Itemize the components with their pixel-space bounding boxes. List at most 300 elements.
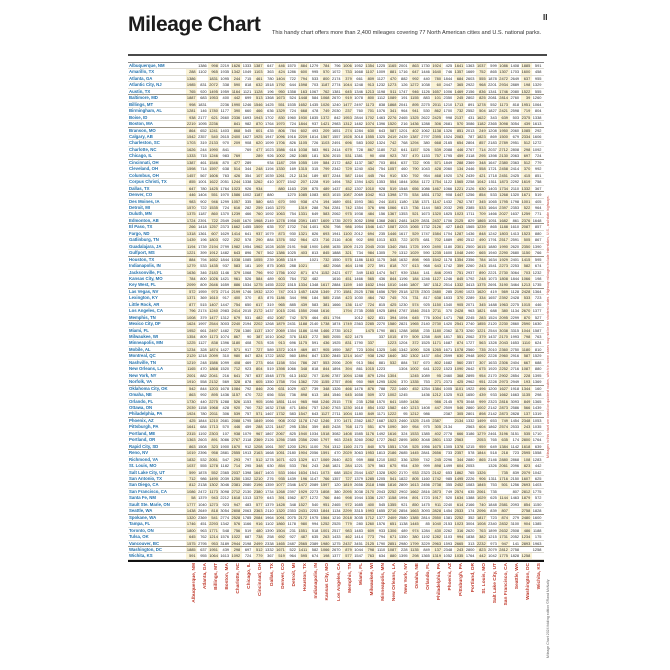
mileage-cell: 883 bbox=[423, 95, 430, 101]
mileage-cell: 688 bbox=[534, 359, 542, 365]
mileage-cell: 1448 bbox=[298, 95, 308, 101]
mileage-cell: 1551 bbox=[387, 443, 397, 449]
mileage-cell: 632 bbox=[253, 82, 264, 87]
mileage-cell: 1403 bbox=[488, 185, 497, 191]
mileage-cell: 701 bbox=[365, 108, 376, 113]
mileage-cell: 802 bbox=[431, 360, 442, 365]
mileage-cell: 994 bbox=[454, 534, 465, 539]
mileage-cell: 1576 bbox=[376, 521, 386, 527]
mileage-cell: 995 bbox=[311, 69, 319, 75]
mileage-cell: 955 bbox=[534, 75, 542, 81]
mileage-cell: 999 bbox=[476, 399, 487, 404]
mileage-cell: 630 bbox=[267, 463, 274, 469]
mileage-cell: 1390 bbox=[265, 527, 274, 533]
mileage-cell: 637 bbox=[401, 159, 408, 165]
mileage-cell: 1436 bbox=[220, 392, 230, 398]
column-label: Omaha, NE bbox=[414, 563, 420, 589]
mileage-cell: 643 bbox=[231, 250, 242, 255]
mileage-cell: 174 bbox=[512, 437, 520, 443]
mileage-cell: 2362 bbox=[443, 327, 453, 333]
mileage-cell: 1731 bbox=[499, 534, 508, 540]
mileage-cell: 298 bbox=[521, 147, 532, 152]
mileage-cell: 649 bbox=[490, 443, 497, 449]
mileage-cell: 1586 bbox=[231, 192, 241, 198]
mileage-cell: 861 bbox=[512, 217, 520, 223]
mileage-cell: 1398 bbox=[387, 192, 397, 198]
mileage-cell: 2299 bbox=[343, 508, 352, 514]
mileage-cell: 601 bbox=[253, 128, 264, 133]
mileage-cell: 884 bbox=[267, 237, 274, 243]
mileage-cell: 1073 bbox=[488, 275, 497, 281]
mileage-cell: 1920 bbox=[387, 469, 397, 475]
mileage-cell: 541 bbox=[387, 476, 398, 481]
mileage-cell: 2396 bbox=[198, 450, 207, 456]
mileage-cell: 163 bbox=[298, 89, 309, 94]
mileage-cell: 461 bbox=[253, 76, 264, 81]
mileage-cell: 1350 bbox=[398, 534, 408, 540]
mileage-cell: 1171 bbox=[432, 340, 441, 346]
mileage-cell: 964 bbox=[534, 204, 542, 210]
mileage-cell: 2083 bbox=[454, 133, 464, 139]
mileage-cell: 798 bbox=[365, 547, 376, 552]
mileage-cell: 1187 bbox=[321, 82, 330, 88]
mileage-cell: 1107 bbox=[365, 69, 375, 75]
mileage-cell: 1418 bbox=[198, 224, 207, 230]
mileage-cell: 1387 bbox=[253, 63, 263, 68]
mileage-cell: 2252 bbox=[454, 514, 464, 520]
mileage-cell: 1152 bbox=[321, 269, 330, 275]
mileage-cell: 1321 bbox=[298, 230, 308, 236]
mileage-cell: 1754 bbox=[432, 179, 441, 185]
mileage-cell: 1044 bbox=[521, 327, 531, 333]
mileage-cell: 382 bbox=[401, 353, 408, 359]
mileage-cell: 1134 bbox=[510, 308, 520, 314]
mileage-cell: 2711 bbox=[332, 411, 341, 417]
column-label: New York, NY bbox=[403, 563, 409, 594]
mileage-cell: 2844 bbox=[354, 114, 363, 120]
mileage-cell: 2099 bbox=[186, 282, 196, 288]
mileage-cell: 279 bbox=[512, 514, 520, 520]
mileage-cell: 1200 bbox=[287, 443, 296, 449]
mileage-cell: 684 bbox=[454, 76, 465, 81]
mileage-cell: 1015 bbox=[276, 308, 285, 314]
mileage-cell: 1990 bbox=[499, 243, 508, 249]
mileage-cell: 651 bbox=[342, 199, 353, 204]
mileage-cell: 1038 bbox=[231, 256, 241, 262]
mileage-cell: 501 bbox=[498, 482, 509, 487]
mileage-cell: 397 bbox=[275, 444, 286, 449]
mileage-cell: 2789 bbox=[499, 140, 508, 146]
column-label: Philadelphia, PA bbox=[437, 563, 443, 601]
row-city-label: Calgary, AB bbox=[128, 134, 186, 139]
mileage-cell: 824 bbox=[253, 353, 264, 358]
mileage-cell: 1593 bbox=[354, 198, 363, 204]
mileage-cell: 1727 bbox=[465, 340, 475, 346]
mileage-cell: 983 bbox=[222, 153, 230, 159]
mileage-cell: 1328 bbox=[488, 340, 497, 346]
mileage-cell: 1756 bbox=[276, 269, 285, 275]
mileage-cell: 882 bbox=[200, 372, 207, 378]
row-city-label: Columbus, OH bbox=[128, 173, 186, 178]
mileage-cell: 1417 bbox=[376, 224, 386, 230]
mileage-cell: 526 bbox=[231, 399, 242, 404]
mileage-cell: 994 bbox=[311, 521, 319, 527]
mileage-cell: 1196 bbox=[399, 275, 408, 281]
row-city-label: Toronto, ON bbox=[128, 528, 186, 533]
mileage-cell: 1791 bbox=[488, 237, 497, 243]
mileage-cell: 1878 bbox=[488, 75, 497, 81]
mileage-cell: 1413 bbox=[510, 230, 520, 236]
mileage-cell: 582 bbox=[311, 546, 319, 552]
mileage-cell: 1270 bbox=[287, 192, 296, 198]
mileage-cell: 1887 bbox=[186, 95, 196, 101]
mileage-cell: 363 bbox=[267, 69, 274, 75]
mileage-cell: 321 bbox=[342, 250, 353, 255]
mileage-cell: 908 bbox=[445, 192, 453, 198]
mileage-cell: 1885 bbox=[521, 63, 531, 68]
mileage-cell: 533 bbox=[521, 295, 532, 300]
mileage-cell: 933 bbox=[490, 392, 497, 398]
mileage-cell: 1547 bbox=[354, 553, 363, 559]
mileage-cell: 839 bbox=[512, 469, 520, 475]
mileage-cell: 1483 bbox=[354, 527, 363, 533]
mileage-cell: 1994 bbox=[398, 495, 408, 501]
mileage-cell: 337 bbox=[365, 340, 376, 345]
mileage-cell: 193 bbox=[521, 379, 532, 384]
mileage-cell: 2385 bbox=[465, 204, 475, 210]
mileage-cell: 635 bbox=[467, 488, 475, 494]
mileage-cell: 1338 bbox=[532, 114, 542, 120]
mileage-cell: 1935 bbox=[220, 69, 230, 75]
mileage-cell: 470 bbox=[334, 450, 341, 456]
mileage-cell: 1794 bbox=[343, 308, 352, 314]
mileage-cell: 1112 bbox=[377, 95, 386, 101]
mileage-cell: 2125 bbox=[365, 540, 375, 546]
mileage-cell: 589 bbox=[267, 346, 274, 352]
mileage-cell: 2640 bbox=[331, 456, 341, 462]
mileage-cell: 2095 bbox=[499, 314, 508, 320]
mileage-cell: 769 bbox=[231, 153, 242, 158]
mileage-cell: 1822 bbox=[398, 476, 408, 481]
mileage-cell: 2118 bbox=[466, 153, 475, 159]
mileage-cell bbox=[431, 411, 442, 416]
mileage-cell: 2037 bbox=[231, 469, 241, 475]
mileage-cell: 1813 bbox=[376, 450, 386, 456]
mileage-cell: 2419 bbox=[387, 133, 397, 139]
mileage-cell: 973 bbox=[490, 540, 497, 546]
mileage-cell: 2292 bbox=[510, 179, 520, 185]
mileage-cell: 1764 bbox=[532, 437, 542, 443]
mileage-cell: 2670 bbox=[331, 95, 341, 101]
mileage-cell: 1832 bbox=[276, 353, 285, 359]
row-city-label: San Francisco, CA bbox=[128, 489, 186, 494]
mileage-cell: 603 bbox=[320, 192, 331, 197]
mileage-cell: 1318 bbox=[186, 230, 196, 236]
mileage-cell: 461 bbox=[200, 159, 207, 165]
mileage-cell: 641 bbox=[401, 146, 408, 152]
row-city-label: Pittsburgh, PA bbox=[128, 424, 186, 429]
mileage-cell: 1008 bbox=[476, 521, 486, 527]
mileage-cell: 541 bbox=[208, 515, 219, 520]
mileage-cell: 1775 bbox=[532, 488, 542, 494]
mileage-cell: 854 bbox=[476, 192, 487, 197]
mileage-cell: 235 bbox=[423, 327, 430, 333]
mileage-cell: 484 bbox=[365, 211, 376, 216]
mileage-cell: 1304 bbox=[387, 372, 397, 378]
mileage-cell: 530 bbox=[423, 108, 430, 114]
right-margin-copyright: Mileage Chart 2024 folding edition ©Rand McNally bbox=[546, 579, 550, 658]
mileage-cell: 1313 bbox=[242, 495, 252, 501]
mileage-cell: 1279 bbox=[476, 430, 486, 436]
mileage-cell: 1627 bbox=[499, 385, 508, 391]
mileage-cell: 1928 bbox=[343, 133, 352, 139]
mileage-cell: 1319 bbox=[532, 411, 542, 417]
mileage-cell: 482 bbox=[320, 263, 331, 268]
mileage-cell: 870 bbox=[253, 121, 264, 126]
mileage-cell: 2369 bbox=[465, 159, 475, 165]
mileage-cell: 2799 bbox=[220, 243, 230, 249]
mileage-cell: 967 bbox=[253, 431, 264, 436]
mileage-cell: 1163 bbox=[287, 185, 296, 191]
mileage-cell: 2518 bbox=[398, 288, 408, 294]
mileage-cell: 446 bbox=[231, 424, 242, 429]
mileage-cell: 590 bbox=[289, 198, 296, 204]
mileage-cell: 1941 bbox=[331, 230, 341, 236]
mileage-cell: 1591 bbox=[320, 450, 330, 456]
mileage-cell: 765 bbox=[467, 469, 475, 475]
mileage-cell: 1378 bbox=[454, 443, 464, 449]
mileage-cell: 763 bbox=[222, 172, 230, 178]
mileage-cell: 867 bbox=[231, 334, 242, 339]
mileage-cell: 493 bbox=[311, 127, 319, 133]
mileage-cell: 1165 bbox=[187, 366, 196, 372]
mileage-cell: 1662 bbox=[231, 224, 241, 230]
mileage-cell: 2828 bbox=[432, 508, 441, 514]
column-label: Albuquerque, NM bbox=[191, 563, 197, 603]
mileage-cell: 1619 bbox=[521, 179, 531, 185]
mileage-cell: 2693 bbox=[521, 482, 531, 488]
mileage-cell: 2303 bbox=[209, 430, 218, 436]
mileage-cell: 553 bbox=[320, 360, 331, 365]
mileage-cell: 1121 bbox=[242, 88, 252, 94]
mileage-cell: 368 bbox=[454, 373, 465, 378]
mileage-cell: 295 bbox=[454, 205, 465, 210]
row-city-label: Tampa, FL bbox=[128, 521, 186, 526]
mileage-cell: 519 bbox=[244, 527, 252, 533]
mileage-cell: 1817 bbox=[443, 334, 453, 340]
mileage-cell: 818 bbox=[244, 82, 252, 88]
mileage-cell: 428 bbox=[431, 166, 442, 171]
mileage-cell: 1868 bbox=[387, 101, 397, 107]
mileage-cell: 2153 bbox=[443, 521, 453, 527]
mileage-cell: 1790 bbox=[376, 327, 386, 333]
mileage-cell: 1713 bbox=[454, 101, 464, 107]
mileage-cell: 2219 bbox=[186, 121, 196, 127]
mileage-cell: 2397 bbox=[499, 204, 508, 210]
mileage-cell: 107 bbox=[253, 173, 264, 178]
mileage-cell: 464 bbox=[365, 295, 376, 300]
mileage-cell: 910 bbox=[387, 173, 398, 178]
mileage-cell: 1795 bbox=[443, 153, 453, 159]
mileage-cell: 697 bbox=[521, 153, 532, 158]
mileage-cell: 1963 bbox=[499, 301, 508, 307]
mileage-cell: 842 bbox=[334, 114, 341, 120]
mileage-cell: 1455 bbox=[242, 224, 252, 230]
mileage-cell: 2421 bbox=[331, 269, 341, 275]
mileage-cell: 1214 bbox=[209, 534, 218, 540]
mileage-cell: 3052 bbox=[354, 217, 363, 223]
mileage-cell: 2196 bbox=[253, 482, 263, 488]
mileage-cell: 1414 bbox=[231, 230, 241, 236]
column-label: New Orleans, LA bbox=[392, 563, 398, 602]
mileage-cell: 1240 bbox=[320, 405, 330, 411]
mileage-cell: 2183 bbox=[488, 140, 497, 146]
mileage-cell: 1225 bbox=[186, 340, 196, 346]
mileage-cell: 2011 bbox=[432, 101, 441, 107]
mileage-cell: 1803 bbox=[209, 237, 218, 243]
mileage-cell: 603 bbox=[275, 276, 286, 281]
mileage-cell: 928 bbox=[378, 185, 386, 191]
mileage-cell: 696 bbox=[378, 204, 386, 210]
mileage-cell: 2757 bbox=[331, 379, 341, 385]
mileage-cell: 2387 bbox=[443, 411, 453, 417]
mileage-cell: 879 bbox=[342, 547, 353, 552]
mileage-cell: 1799 bbox=[410, 540, 419, 546]
mileage-cell: 540 bbox=[311, 501, 319, 507]
mileage-cell: 1208 bbox=[253, 443, 263, 449]
mileage-cell: 2544 bbox=[354, 469, 363, 475]
mileage-cell: 1565 bbox=[454, 179, 464, 185]
mileage-table bbox=[128, 62, 544, 562]
mileage-cell: 552 bbox=[289, 237, 296, 243]
mileage-cell: 3229 bbox=[421, 540, 430, 546]
mileage-cell: 1312 bbox=[432, 282, 441, 288]
mileage-cell: 1198 bbox=[354, 263, 363, 269]
mileage-cell: 847 bbox=[244, 353, 252, 359]
mileage-cell: 3054 bbox=[220, 508, 230, 514]
mileage-cell: 2357 bbox=[454, 450, 464, 456]
mileage-cell: 394 bbox=[342, 366, 353, 371]
mileage-cell: 985 bbox=[445, 476, 453, 481]
mileage-cell: 1275 bbox=[253, 282, 263, 288]
mileage-cell: 697 bbox=[244, 546, 252, 552]
page-number: II bbox=[543, 13, 548, 22]
mileage-cell: 298 bbox=[409, 553, 420, 558]
mileage-cell: 1307 bbox=[354, 185, 363, 191]
mileage-cell: 2051 bbox=[209, 456, 218, 462]
mileage-cell: 665 bbox=[476, 250, 487, 255]
mileage-cell: 1706 bbox=[276, 140, 285, 146]
mileage-cell: 1862 bbox=[454, 469, 464, 475]
mileage-cell: 2125 bbox=[454, 217, 464, 223]
mileage-cell: 2787 bbox=[398, 308, 408, 314]
mileage-cell: 841 bbox=[231, 121, 242, 126]
mileage-cell: 174 bbox=[454, 173, 465, 178]
mileage-cell: 1857 bbox=[309, 217, 319, 223]
mileage-cell: 2228 bbox=[488, 353, 497, 359]
mileage-cell: 2142 bbox=[488, 405, 497, 411]
mileage-cell: 645 bbox=[409, 315, 420, 320]
row-city-label: Jacksonville, FL bbox=[128, 270, 186, 275]
mileage-cell: 1163 bbox=[365, 256, 375, 262]
mileage-cell: 2068 bbox=[331, 263, 341, 269]
mileage-cell: 968 bbox=[476, 82, 487, 87]
mileage-cell: 237 bbox=[342, 108, 353, 113]
mileage-cell: 656 bbox=[267, 392, 274, 398]
mileage-cell: 1213 bbox=[365, 88, 375, 94]
mileage-cell: 1325 bbox=[410, 114, 419, 120]
mileage-cell: 1034 bbox=[309, 430, 319, 436]
mileage-cell: 818 bbox=[512, 101, 520, 107]
mileage-cell: 2346 bbox=[287, 482, 296, 488]
mileage-cell: 1010 bbox=[265, 334, 274, 340]
mileage-cell: 2380 bbox=[253, 488, 263, 494]
mileage-cell: 1015 bbox=[331, 192, 341, 198]
mileage-cell: 898 bbox=[409, 257, 420, 262]
mileage-cell: 2081 bbox=[488, 95, 497, 101]
mileage-cell: 946 bbox=[409, 89, 420, 94]
mileage-cell: 425 bbox=[387, 302, 398, 307]
mileage-cell: 769 bbox=[244, 146, 252, 152]
mileage-cell: 745 bbox=[387, 295, 398, 300]
mileage-cell: 607 bbox=[208, 231, 219, 236]
mileage-cell: 2889 bbox=[510, 82, 520, 88]
mileage-cell: 1157 bbox=[410, 146, 419, 152]
mileage-cell: 684 bbox=[200, 424, 207, 430]
mileage-cell: 1993 bbox=[510, 334, 520, 340]
mileage-cell: 875 bbox=[311, 185, 319, 191]
mileage-cell: 2126 bbox=[432, 224, 441, 230]
mileage-cell: 228 bbox=[521, 373, 532, 378]
mileage-cell: 1354 bbox=[354, 204, 363, 210]
mileage-cell: 1042 bbox=[532, 469, 542, 475]
mileage-cell: 1239 bbox=[476, 224, 486, 230]
mileage-cell: 1078 bbox=[354, 95, 363, 101]
mileage-cell: 1160 bbox=[343, 443, 352, 449]
mileage-cell: 879 bbox=[378, 424, 386, 430]
mileage-cell: 1228 bbox=[309, 179, 319, 185]
mileage-cell: 2194 bbox=[242, 321, 252, 327]
mileage-cell: 747 bbox=[409, 360, 420, 365]
mileage-cell: 1099 bbox=[265, 140, 274, 146]
mileage-cell: 207 bbox=[298, 179, 309, 184]
mileage-cell: 462 bbox=[342, 534, 353, 539]
mileage-cell: 1432 bbox=[443, 198, 453, 204]
mileage-cell: 486 bbox=[521, 528, 532, 533]
mileage-cell: 1990 bbox=[231, 101, 241, 107]
mileage-cell: 1210 bbox=[209, 417, 218, 423]
mileage-cell: 1855 bbox=[476, 321, 486, 327]
mileage-cell: 442 bbox=[534, 463, 542, 469]
row-city-label: Las Vegas, NV bbox=[128, 289, 186, 294]
mileage-cell: 1338 bbox=[242, 179, 252, 185]
mileage-cell: 2260 bbox=[465, 263, 475, 269]
mileage-cell: 1287 bbox=[454, 230, 464, 236]
mileage-cell: 3189 bbox=[220, 540, 230, 546]
mileage-cell: 779 bbox=[534, 159, 542, 165]
mileage-cell: 2290 bbox=[499, 250, 508, 256]
mileage-cell: 2552 bbox=[465, 108, 475, 114]
mileage-cell: 1311 bbox=[488, 476, 497, 481]
mileage-cell: 913 bbox=[365, 82, 376, 87]
mileage-cell: 1651 bbox=[331, 127, 341, 133]
mileage-cell: 1534 bbox=[242, 282, 252, 288]
mileage-cell: 562 bbox=[267, 250, 274, 256]
mileage-cell: 2353 bbox=[510, 204, 520, 210]
mileage-cell: 439 bbox=[222, 546, 230, 552]
mileage-cell: 1137 bbox=[354, 159, 363, 165]
mileage-cell: 2884 bbox=[331, 282, 341, 288]
